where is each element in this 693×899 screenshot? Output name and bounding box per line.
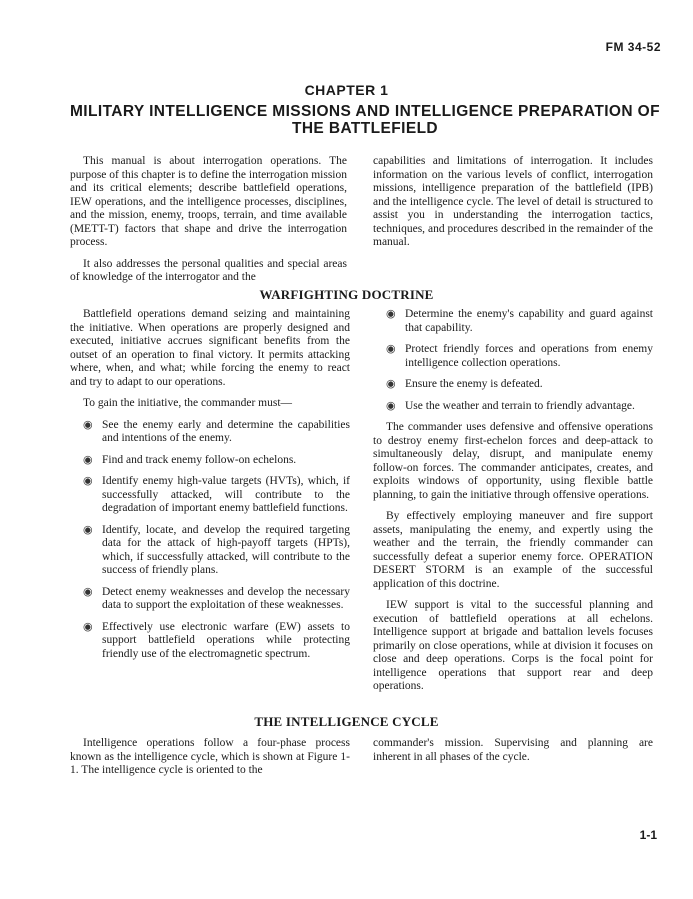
bullet-icon: ◉ bbox=[83, 620, 93, 633]
bullet-icon: ◉ bbox=[83, 523, 93, 536]
list-item: ◉ Identify, locate, and develop the required targeting data for the attack of high-payoff targets (HPTs), which, if successfully attacked, will contribute to the success of friendly plans. bbox=[83, 523, 350, 576]
body-paragraph: IEW support is vital to the successful planning and execution of battlefield operations at all echelons. Intelligence support at brigade and battalion levels focuses primarily on close operations, while at division it focuses on close and deep operations. Corps is the focal point for intelligence operations that support rear and deep operations. bbox=[373, 599, 653, 692]
body-paragraph: The commander uses defensive and offensive operations to destroy enemy first-echelon forces and deep-attack to simultaneously delay, disrupt, and manipulate enemy follow-on forces. The commander anticipates, creates, and exploits windows of opportunity, using flexible battle planning, to gain the initiative through offensive operations. bbox=[373, 421, 653, 501]
list-item: ◉ See the enemy early and determine the capabilities and intentions of the enemy. bbox=[83, 418, 350, 444]
chapter-title: MILITARY INTELLIGENCE MISSIONS AND INTELLIGENCE PREPARATION OF THE BATTLEFIELD bbox=[70, 103, 660, 137]
bullet-icon: ◉ bbox=[83, 418, 93, 431]
list-item: ◉ Protect friendly forces and operations from enemy intelligence collection operations. bbox=[386, 343, 653, 369]
intro-paragraph: This manual is about interrogation operations. The purpose of this chapter is to define the interrogation mission and its critical elements; describe battlefield operations, IEW operations, and the intelligence processes, disciplines, and the mission, enemy, troops, terrain, and time available (METT-T) factors that shape and drive the interrogation process. bbox=[70, 155, 347, 248]
page-number: 1-1 bbox=[639, 828, 657, 842]
intro-right-column bbox=[373, 155, 653, 258]
bullet-icon: ◉ bbox=[386, 308, 396, 320]
list-item: ◉ Determine the enemy's capability and guard against that capability. bbox=[386, 308, 653, 334]
manual-id: FM 34-52 bbox=[605, 40, 661, 54]
list-item: ◉ Detect enemy weaknesses and develop the necessary data to support the exploitation of these weaknesses. bbox=[83, 585, 350, 611]
bullet-icon: ◉ bbox=[386, 343, 396, 355]
list-item: ◉ Effectively use electronic warfare (EW) assets to support battlefield operations while protecting friendly use of the electromagnetic spectrum. bbox=[83, 620, 350, 660]
bullet-icon: ◉ bbox=[386, 378, 396, 390]
warfighting-right-column bbox=[373, 308, 653, 702]
section-heading-warfighting: WARFIGHTING DOCTRINE bbox=[259, 287, 434, 302]
bullet-icon: ◉ bbox=[386, 399, 396, 412]
bullet-icon: ◉ bbox=[83, 475, 93, 487]
body-paragraph: Battlefield operations demand seizing and maintaining the initiative. When operations are properly designed and executed, initiative accrues significant benefits from the outset of an operation to final victory. It permits attacking where, when, and what; while forcing the enemy to react and try to adapt to our operations. bbox=[70, 308, 350, 388]
intro-paragraph: capabilities and limitations of interrogation. It includes information on the various levels of conflict, interrogation missions, intelligence preparation of the battlefield (IPB) and the intelligence cycle. The level of detail is structured to assist you in understanding the interrogation tactics, techniques, and procedures described in the remainder of the manual. bbox=[373, 155, 653, 248]
body-paragraph: Intelligence operations follow a four-phase process known as the intelligence cycle, which is shown at Figure 1-1. The intelligence cycle is oriented to the bbox=[70, 737, 350, 776]
bullet-icon: ◉ bbox=[83, 453, 93, 466]
commander-tasks-list-continued bbox=[373, 308, 653, 413]
intel-cycle-right-column bbox=[373, 737, 653, 772]
bullet-icon: ◉ bbox=[83, 585, 93, 598]
warfighting-left-column bbox=[70, 308, 350, 669]
list-item: ◉ Identify enemy high-value targets (HVTs), which, if successfully attacked, will contribute to the degradation of important enemy battlefield functions. bbox=[83, 475, 350, 514]
list-item: ◉ Ensure the enemy is defeated. bbox=[386, 378, 543, 390]
commander-tasks-list bbox=[70, 419, 350, 662]
list-item: ◉ Use the weather and terrain to friendly advantage. bbox=[386, 399, 635, 412]
section-heading-intelligence-cycle: THE INTELLIGENCE CYCLE bbox=[254, 714, 439, 729]
body-paragraph: commander's mission. Supervising and planning are inherent in all phases of the cycle. bbox=[373, 737, 653, 763]
intel-cycle-left-column bbox=[70, 737, 350, 786]
chapter-label: CHAPTER 1 bbox=[304, 82, 389, 98]
list-item: ◉ Find and track enemy follow-on echelons. bbox=[83, 453, 297, 466]
body-paragraph: By effectively employing maneuver and fire support assets, manipulating the enemy, and expertly using the weather and the terrain, the friendly commander can successfully defeat a superior enemy force. OPERATION DESERT STORM is an example of the successful application of this doctrine. bbox=[373, 510, 653, 590]
body-paragraph: To gain the initiative, the commander must— bbox=[83, 397, 293, 409]
intro-left-column bbox=[70, 155, 347, 293]
intro-paragraph: It also addresses the personal qualities and special areas of knowledge of the interrogator and the bbox=[70, 257, 347, 283]
